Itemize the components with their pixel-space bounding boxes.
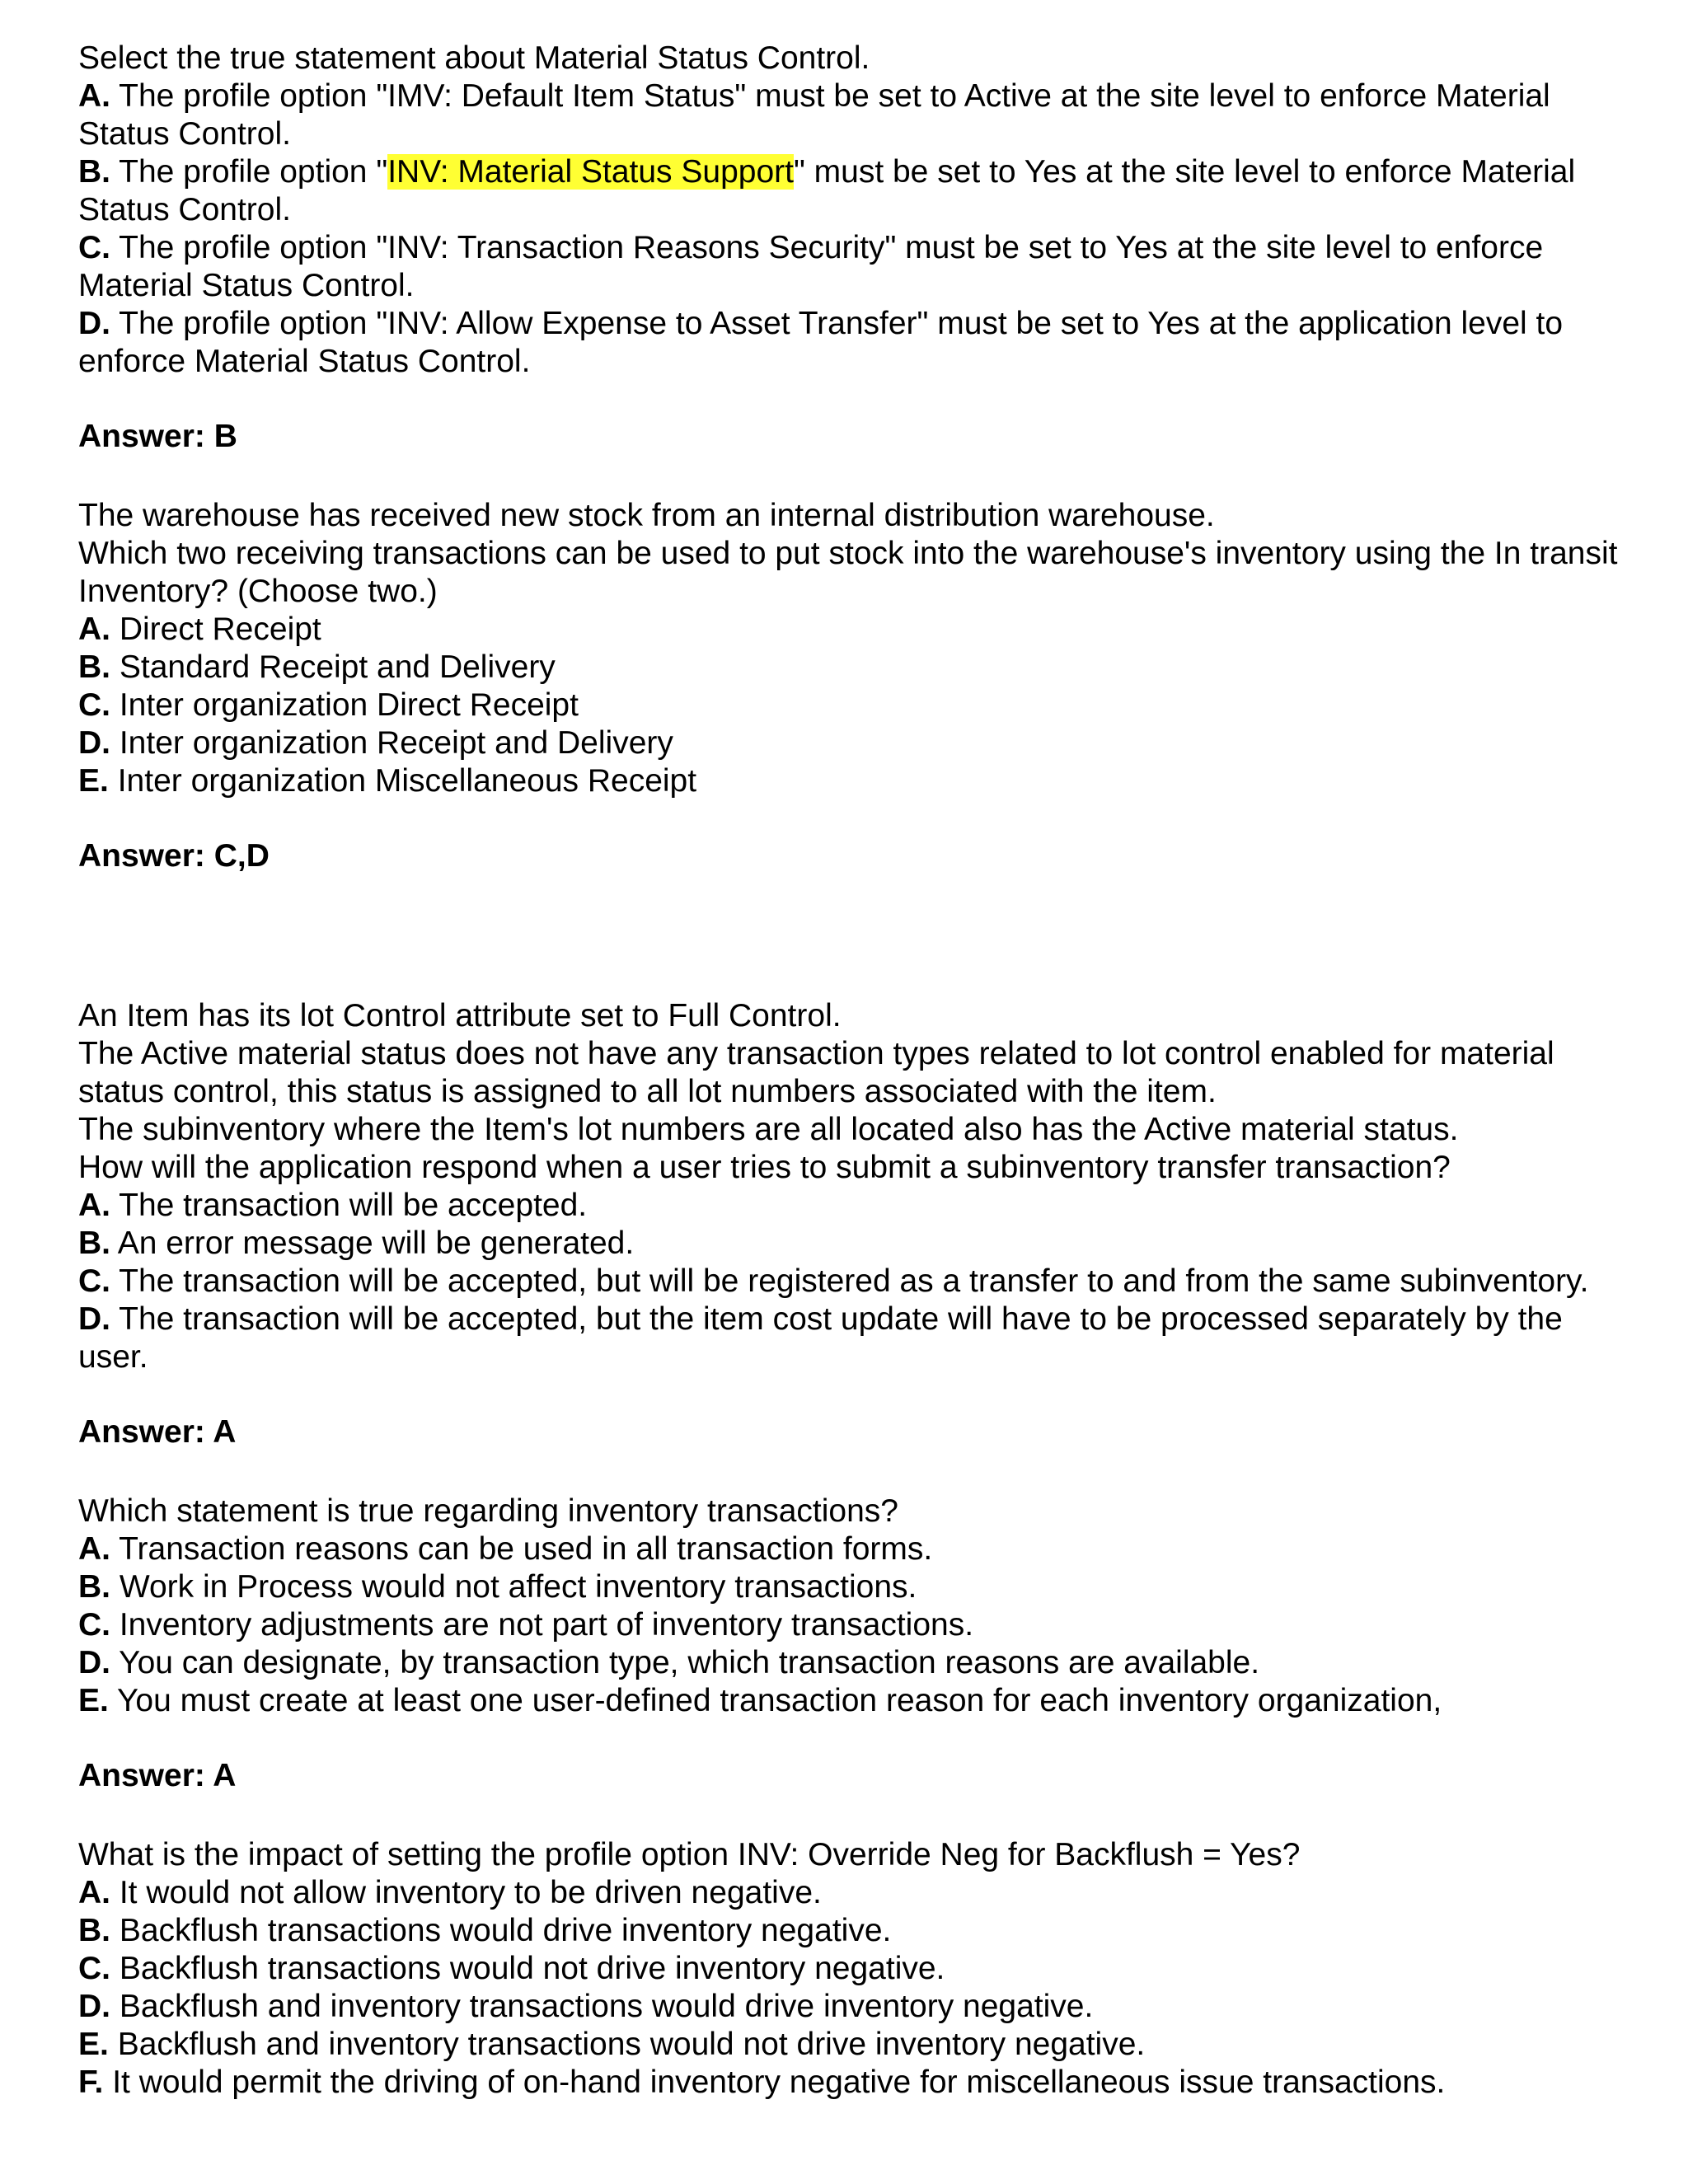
stem-line: The subinventory where the Item's lot numbers are all located also has the Active material status.: [78, 1112, 1459, 1147]
option-a: [78, 77, 1628, 153]
option-text: The transaction will be accepted.: [119, 1188, 588, 1223]
option-text: Inter organization Receipt and Delivery: [119, 725, 673, 761]
question-stem: [78, 40, 1628, 77]
option-letter: C.: [78, 230, 110, 265]
option-text-before: The profile option ": [119, 154, 388, 190]
question-5: [78, 1836, 1628, 2102]
option-text: Inventory adjustments are not part of inventory transactions.: [119, 1607, 974, 1643]
option-letter: C.: [78, 687, 110, 723]
option-c: [78, 1606, 1628, 1644]
option-letter: B.: [78, 649, 110, 685]
stem-line: An Item has its lot Control attribute set to Full Control.: [78, 998, 842, 1033]
stem-line: How will the application respond when a user tries to submit a subinventory transfer transaction?: [78, 1150, 1451, 1185]
question-4: [78, 1493, 1628, 1795]
option-text: The transaction will be accepted, but will be registered as a transfer to and from the same subinventory.: [119, 1263, 1589, 1299]
option-b: [78, 1225, 1628, 1263]
option-letter: A.: [78, 1531, 110, 1567]
option-text-after: " must be set to Yes at the site level to enforce Material Status Control.: [78, 154, 1576, 227]
option-letter: C.: [78, 1951, 110, 1986]
option-letter: B.: [78, 1569, 110, 1605]
option-b: [78, 153, 1628, 229]
stem-line: The Active material status does not have any transaction types related to lot control enabled for material status control, this status is assigned to all lot numbers associated with the item.: [78, 1036, 1554, 1109]
option-text: The profile option "IMV: Default Item Status" must be set to Active at the site level to enforce Material Status Control.: [78, 78, 1550, 152]
option-text: Backflush transactions would drive inventory negative.: [119, 1913, 892, 1948]
option-c: [78, 1950, 1628, 1988]
option-letter: F.: [78, 2064, 104, 2100]
option-text: Inter organization Miscellaneous Receipt: [117, 763, 697, 799]
stem-line: Select the true statement about Material Status Control.: [78, 40, 870, 76]
option-b: [78, 1568, 1628, 1606]
option-text: You can designate, by transaction type, which transaction reasons are available.: [119, 1645, 1260, 1680]
question-stem: [78, 1493, 1628, 1530]
option-e: [78, 762, 1628, 800]
option-d: [78, 1644, 1628, 1682]
option-c: [78, 1263, 1628, 1301]
question-2: [78, 497, 1628, 875]
option-d: [78, 1301, 1628, 1376]
option-a: [78, 1874, 1628, 1912]
option-text: Backflush and inventory transactions would not drive inventory negative.: [117, 2027, 1146, 2062]
option-letter: B.: [78, 154, 110, 190]
stem-line: Which statement is true regarding inventory transactions?: [78, 1493, 898, 1529]
question-stem: [78, 497, 1628, 611]
answer-label: Answer: A: [78, 1758, 237, 1793]
question-stem: [78, 997, 1628, 1187]
option-text: The profile option "INV: Transaction Reasons Security" must be set to Yes at the site level to enforce Material Status Control.: [78, 230, 1544, 303]
option-letter: A.: [78, 78, 110, 114]
option-text: Standard Receipt and Delivery: [119, 649, 556, 685]
option-letter: C.: [78, 1607, 110, 1643]
option-text: Inter organization Direct Receipt: [119, 687, 579, 723]
option-letter: B.: [78, 1226, 110, 1261]
option-e: [78, 2026, 1628, 2064]
option-text: The transaction will be accepted, but the item cost update will have to be processed separately by the user.: [78, 1301, 1563, 1375]
option-text: Work in Process would not affect inventory transactions.: [119, 1569, 917, 1605]
option-a: [78, 611, 1628, 649]
option-text: Direct Receipt: [119, 612, 321, 647]
answer-label: Answer: A: [78, 1414, 237, 1450]
option-letter: D.: [78, 1645, 110, 1680]
option-c: [78, 687, 1628, 724]
option-text: It would permit the driving of on-hand inventory negative for miscellaneous issue transactions.: [112, 2064, 1446, 2100]
option-text: Backflush and inventory transactions would drive inventory negative.: [119, 1989, 1094, 2024]
highlighted-text: INV: Material Status Support: [387, 154, 794, 190]
option-letter: D.: [78, 1989, 110, 2024]
question-stem: [78, 1836, 1628, 1874]
option-letter: A.: [78, 1875, 110, 1910]
option-text: You must create at least one user-defined transaction reason for each inventory organization,: [117, 1683, 1442, 1718]
option-letter: D.: [78, 306, 110, 341]
option-d: [78, 724, 1628, 762]
option-letter: B.: [78, 1913, 110, 1948]
answer-label: Answer: C,D: [78, 838, 270, 874]
option-c: [78, 229, 1628, 305]
stem-line: Which two receiving transactions can be used to put stock into the warehouse's inventory using the In transit Inventory? (Choose two.): [78, 536, 1618, 609]
option-letter: D.: [78, 725, 110, 761]
option-text: An error message will be generated.: [117, 1226, 635, 1261]
option-e: [78, 1682, 1628, 1720]
option-letter: E.: [78, 2027, 109, 2062]
option-b: [78, 649, 1628, 687]
option-letter: A.: [78, 1188, 110, 1223]
option-d: [78, 305, 1628, 381]
answer-label: Answer: B: [78, 419, 237, 454]
option-text: Transaction reasons can be used in all transaction forms.: [119, 1531, 933, 1567]
option-letter: E.: [78, 1683, 109, 1718]
question-1: [78, 40, 1628, 456]
stem-line: The warehouse has received new stock from an internal distribution warehouse.: [78, 498, 1215, 533]
option-text: The profile option "INV: Allow Expense to Asset Transfer" must be set to Yes at the application level to enforce Material Status Control.: [78, 306, 1564, 379]
option-letter: E.: [78, 763, 109, 799]
document-page: [78, 40, 1628, 2102]
option-text: Backflush transactions would not drive inventory negative.: [119, 1951, 945, 1986]
option-a: [78, 1530, 1628, 1568]
stem-line: What is the impact of setting the profile option INV: Override Neg for Backflush = Yes?: [78, 1837, 1301, 1872]
option-letter: A.: [78, 612, 110, 647]
option-text: It would not allow inventory to be driven negative.: [119, 1875, 822, 1910]
question-3: [78, 997, 1628, 1451]
option-f: [78, 2064, 1628, 2102]
option-letter: D.: [78, 1301, 110, 1337]
option-b: [78, 1912, 1628, 1950]
option-a: [78, 1187, 1628, 1225]
option-letter: C.: [78, 1263, 110, 1299]
option-d: [78, 1988, 1628, 2026]
